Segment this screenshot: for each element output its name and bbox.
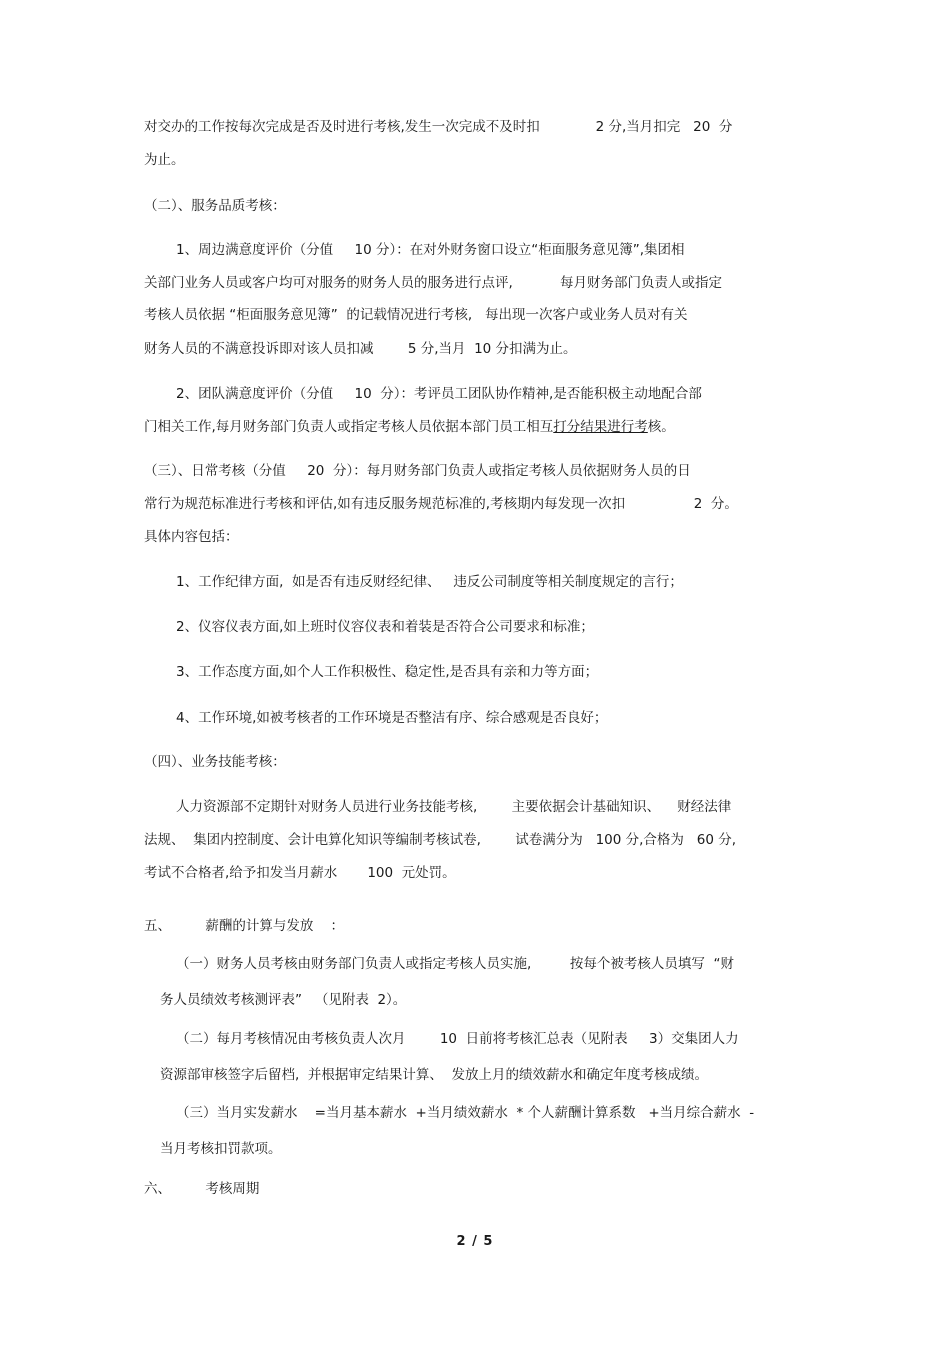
text-line: 人力资源部不定期针对财务人员进行业务技能考核, 主要依据会计基础知识、 财经法律 [176,799,732,815]
text-line: （一）财务人员考核由财务部门负责人或指定考核人员实施, 按每个被考核人员填写 “财 [176,956,734,972]
text-segment: 核。 [647,419,675,435]
page-number: 2 / 5 [456,1234,494,1249]
text-segment: 门相关工作,每月财务部门负责人或指定考核人员依据本部门员工相互 [144,419,554,435]
text-line: 具体内容包括： [144,529,239,545]
text-line [144,418,675,436]
list-item: 3、工作态度方面,如个人工作积极性、稳定性,是否具有亲和力等方面； [176,664,599,680]
section-heading: （三）、日常考核（分值 20 分）：每月财务部门负责人或指定考核人员依据财务人员的日 [144,463,691,479]
text-line: 对交办的工作按每次完成是否及时进行考核,发生一次完成不及时扣 2 分,当月扣完 20 分 [144,119,733,135]
text-line: 常行为规范标准进行考核和评估,如有违反服务规范标准的,考核期内每发现一次扣 2 分。 [144,496,738,512]
text-line: 务人员绩效考核测评表” （见附表 2）。 [160,992,407,1008]
text-line: 财务人员的不满意投诉即对该人员扣减 5 分,当月 10 分扣满为止。 [144,341,577,357]
text-line: 1、周边满意度评价（分值 10 分）：在对外财务窗口设立“柜面服务意见簿”,集团相 [176,242,685,258]
text-line: 为止。 [144,152,185,168]
text-line: （二）每月考核情况由考核负责人次月 10 日前将考核汇总表（见附表 3）交集团人力 [176,1031,739,1047]
chapter-heading: 五、 薪酬的计算与发放 ： [144,918,344,934]
section-heading: （四）、业务技能考核： [144,754,286,770]
list-item: 2、仪容仪表方面,如上班时仪容仪表和着装是否符合公司要求和标准； [176,619,594,635]
text-line: 资源部审核签字后留档, 并根据审定结果计算、 发放上月的绩效薪水和确定年度考核成绩。 [160,1067,708,1083]
list-item: 4、工作环境,如被考核者的工作环境是否整洁有序、综合感观是否良好； [176,710,608,726]
text-line: 关部门业务人员或客户均可对服务的财务人员的服务进行点评, 每月财务部门负责人或指定 [144,275,722,291]
text-line: （三）当月实发薪水 =当月基本薪水 +当月绩效薪水 * 个人薪酬计算系数 +当月综合薪水 - [176,1105,755,1121]
text-line: 考核人员依据 “柜面服务意见簿” 的记载情况进行考核, 每出现一次客户或业务人员对有关 [144,307,688,323]
text-line: 法规、 集团内控制度、会计电算化知识等编制考核试卷, 试卷满分为 100 分,合格为 60 分, [144,832,737,848]
underlined-text: 打分结果进行考 [553,419,648,435]
text-line: 2、团队满意度评价（分值 10 分）：考评员工团队协作精神,是否能积极主动地配合部 [176,386,702,402]
list-item: 1、工作纪律方面, 如是否有违反财经纪律、 违反公司制度等相关制度规定的言行； [176,574,683,590]
text-line: 当月考核扣罚款项。 [160,1141,282,1157]
text-line: 考试不合格者,给予扣发当月薪水 100 元处罚。 [144,865,456,881]
section-heading: （二）、服务品质考核： [144,198,286,214]
chapter-heading: 六、 考核周期 [144,1181,260,1197]
